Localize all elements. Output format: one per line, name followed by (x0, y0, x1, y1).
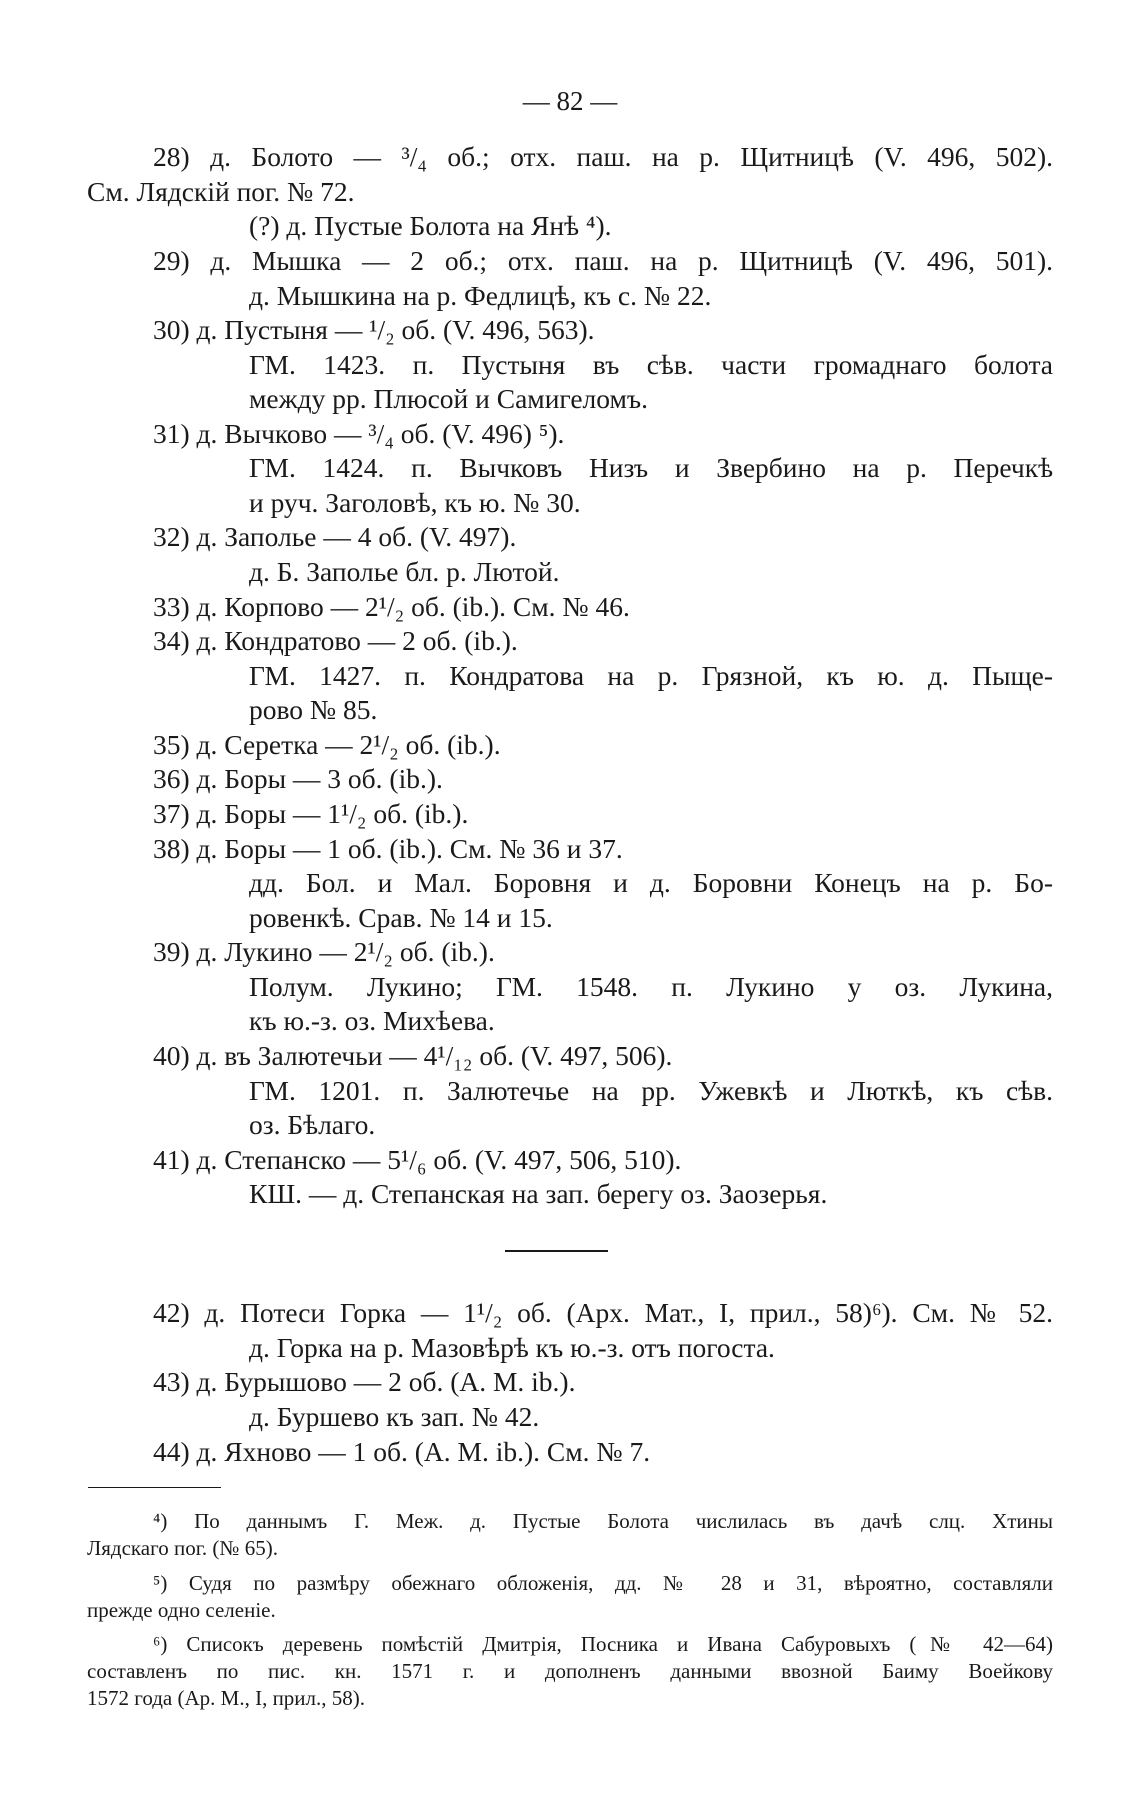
footnote-line: прежде одно селеніе. (87, 1598, 276, 1622)
text-line: ГМ. 1424. п. Вычковъ Низъ и Звербино на р. Перечкѣ (249, 452, 1053, 483)
footnote-line: ⁴) По даннымъ Г. Меж. д. Пустые Болота числилась въ дачѣ слц. Хтины (153, 1509, 1053, 1533)
text-line: Полум. Лукино; ГМ. 1548. п. Лукино у оз. Лукина, (249, 971, 1053, 1002)
text-line: д. Буршево къ зап. № 42. (249, 1401, 540, 1432)
text-line: д. Горка на р. Мазовѣрѣ къ ю.-з. отъ погоста. (249, 1332, 775, 1363)
text-line: д. Б. Заполье бл. р. Лютой. (249, 556, 560, 587)
text-line: дд. Бол. и Мал. Боровня и д. Боровни Конецъ на р. Бо- (249, 867, 1053, 898)
text-line: 37) д. Боры — 1¹/₂ об. (ib.). (153, 798, 469, 829)
text-line: 33) д. Корпово — 2¹/₂ об. (ib.). См. № 46. (153, 591, 630, 622)
text-line: 31) д. Вычково — ³/₄ об. (V. 496) ⁵). (153, 418, 565, 449)
text-line: 28) д. Болото — ³/₄ об.; отх. паш. на р. Щитницѣ (V. 496, 502). (153, 141, 1053, 172)
footnote-line: ⁶) Списокъ деревень помѣстій Дмитрія, Посника и Ивана Сабуровыхъ (№ 42—64) (153, 1632, 1053, 1656)
text-line: 38) д. Боры — 1 об. (ib.). См. № 36 и 37. (153, 833, 623, 864)
text-line: 40) д. въ Залютечьи — 4¹/₁₂ об. (V. 497, 506). (153, 1040, 673, 1071)
footnote-line: ⁵) Судя по размѣру обежнаго обложенія, дд. № 28 и 31, вѣроятно, составляли (153, 1571, 1053, 1595)
footnote-divider (88, 1487, 221, 1488)
text-line: ГМ. 1427. п. Кондратова на р. Грязной, къ ю. д. Пыще- (249, 660, 1053, 691)
text-line: между рр. Плюсой и Самигеломъ. (249, 383, 648, 414)
footnote-line: 1572 года (Ар. М., I, прил., 58). (87, 1686, 366, 1710)
text-line: д. Мышкина на р. Федлицѣ, къ с. № 22. (249, 280, 712, 311)
text-line: оз. Бѣлаго. (249, 1109, 376, 1140)
section-divider (505, 1250, 608, 1252)
text-line: 43) д. Бурышово — 2 об. (А. М. ib.). (153, 1366, 576, 1397)
text-line: 32) д. Заполье — 4 об. (V. 497). (153, 521, 517, 552)
text-line: КШ. — д. Степанская на зап. берегу оз. Заозерья. (249, 1178, 828, 1209)
text-line: ГМ. 1423. п. Пустыня въ сѣв. части громаднаго болота (249, 349, 1053, 380)
text-line: и руч. Заголовѣ, къ ю. № 30. (249, 487, 581, 518)
text-line: 29) д. Мышка — 2 об.; отх. паш. на р. Щитницѣ (V. 496, 501). (153, 245, 1053, 276)
text-line: 34) д. Кондратово — 2 об. (ib.). (153, 625, 518, 656)
page-number: — 82 — (522, 86, 618, 116)
text-line: (?) д. Пустые Болота на Янѣ ⁴). (249, 210, 612, 241)
text-line: 39) д. Лукино — 2¹/₂ об. (ib.). (153, 936, 495, 967)
text-line: 41) д. Степанско — 5¹/₆ об. (V. 497, 506, 510). (153, 1144, 682, 1175)
text-line: 36) д. Боры — 3 об. (ib.). (153, 763, 443, 794)
footnote-line: Лядскаго пог. (№ 65). (87, 1536, 278, 1560)
footnote-line: составленъ по пис. кн. 1571 г. и дополненъ данными ввозной Баиму Воейкову (87, 1659, 1053, 1683)
text-line: къ ю.-з. оз. Михѣева. (249, 1005, 495, 1036)
text-line: 30) д. Пустыня — ¹/₂ об. (V. 496, 563). (153, 314, 595, 345)
text-line: 35) д. Серетка — 2¹/₂ об. (ib.). (153, 729, 501, 760)
text-line: ровенкѣ. Срав. № 14 и 15. (249, 902, 553, 933)
text-line: 44) д. Яхново — 1 об. (А. М. ib.). См. № 7. (153, 1436, 651, 1467)
text-line: 42) д. Потеси Горка — 1¹/₂ об. (Арх. Мат., I, прил., 58)⁶). См. № 52. (153, 1297, 1053, 1328)
text-line: См. Лядскій пог. № 72. (87, 176, 355, 207)
text-line: ГМ. 1201. п. Залютечье на рр. Ужевкѣ и Люткѣ, къ сѣв. (249, 1075, 1053, 1106)
text-line: рово № 85. (249, 694, 378, 725)
